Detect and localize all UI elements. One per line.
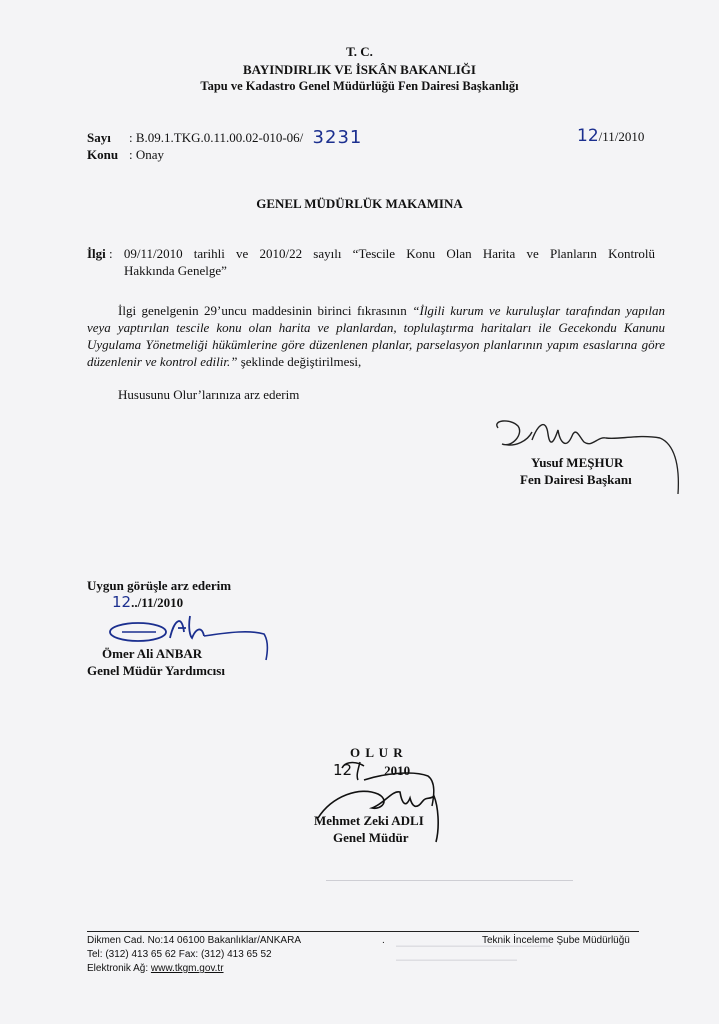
sayi-row: [87, 128, 362, 146]
sayi-label: Sayı: [87, 130, 111, 145]
signer1-name: Yusuf MEŞHUR: [531, 455, 624, 470]
konu-label: Konu: [87, 147, 119, 162]
footer-web-link[interactable]: www.tkgm.gov.tr: [150, 963, 224, 974]
header-tc: T. C.: [346, 44, 373, 59]
olur-date-handwritten: 12: [333, 761, 353, 779]
olur-title: Genel Müdür: [333, 830, 409, 845]
olur-name: Mehmet Zeki ADLI: [314, 813, 424, 828]
approver-name: Ömer Ali ANBAR: [102, 646, 203, 661]
date-handwritten-day: 12: [577, 126, 599, 146]
footer-unit: Teknik İnceleme Şube Müdürlüğü: [482, 935, 630, 946]
document-date: [577, 128, 644, 145]
footer-address: Dikmen Cad. No:14 06100 Bakanlıklar/ANKARA: [87, 935, 301, 946]
paragraph-end: şeklinde değiştirilmesi,: [237, 354, 362, 369]
konu-row: [87, 146, 164, 163]
approval-date: [112, 594, 183, 611]
footer-web: [87, 962, 224, 976]
konu-value: : Onay: [129, 147, 165, 162]
header-ministry: BAYINDIRLIK VE İSKÂN BAKANLIĞI: [243, 62, 476, 77]
paragraph-quote: “İlgili kurum ve kuruluşlar tarafından yapılan veya yaptırılan tescile konu olan harita ve planlardan, toplulaştırma haritaları ile Gecekondu Kanunu Uygulama Yönetmeliği hükümlerine göre düzenlenen planlar, parselasyon planlarının yapım esaslarına göre düzenlenir ve kontrol edilir.”: [87, 303, 665, 369]
header-department: Tapu ve Kadastro Genel Müdürlüğü Fen Dairesi Başkanlığı: [200, 79, 519, 93]
date-printed: /11/2010: [598, 129, 645, 144]
addressee: GENEL MÜDÜRLÜK MAKAMINA: [256, 196, 463, 211]
bleed-through-shadow-2: ——————————————: [396, 940, 550, 952]
body-paragraph: [87, 302, 665, 370]
ilgi-text-line1: : 09/11/2010 tarihli ve 2010/22 sayılı “Tescile Konu Olan Harita ve Planların Kontrolü: [109, 246, 656, 261]
footer-phone: Tel: (312) 413 65 62 Fax: (312) 413 65 52: [87, 949, 272, 960]
approval-date-printed: ../11/2010: [131, 595, 184, 610]
closing-line: Hususunu Olur’larınıza arz ederim: [118, 387, 300, 402]
footer-web-label: Elektronik Ağ:: [87, 963, 151, 974]
signer1-title: Fen Dairesi Başkanı: [520, 472, 632, 487]
olur-date-printed: 2010: [384, 763, 411, 778]
bleed-through-shadow-3: ———————————: [396, 954, 517, 966]
ilgi-text-line2: Hakkında Genelge”: [124, 263, 227, 278]
approver-title: Genel Müdür Yardımcısı: [87, 663, 225, 678]
sayi-handwritten-number: 3231: [312, 127, 363, 148]
olur-label: O L U R: [350, 745, 404, 760]
footer-dot: .: [382, 935, 385, 946]
ilgi-row: [87, 245, 655, 262]
approval-line: Uygun görüşle arz ederim: [87, 578, 232, 593]
approval-date-handwritten: 12: [112, 593, 132, 611]
paragraph-intro: İlgi genelgenin 29’uncu maddesinin birinci fıkrasının: [118, 303, 413, 318]
footer-divider: [87, 931, 639, 932]
sayi-value: : B.09.1.TKG.0.11.00.02-010-06/: [129, 130, 304, 145]
ilgi-label: İlgi: [87, 246, 106, 261]
bleed-through-shadow: ———————————————————: [326, 872, 573, 887]
